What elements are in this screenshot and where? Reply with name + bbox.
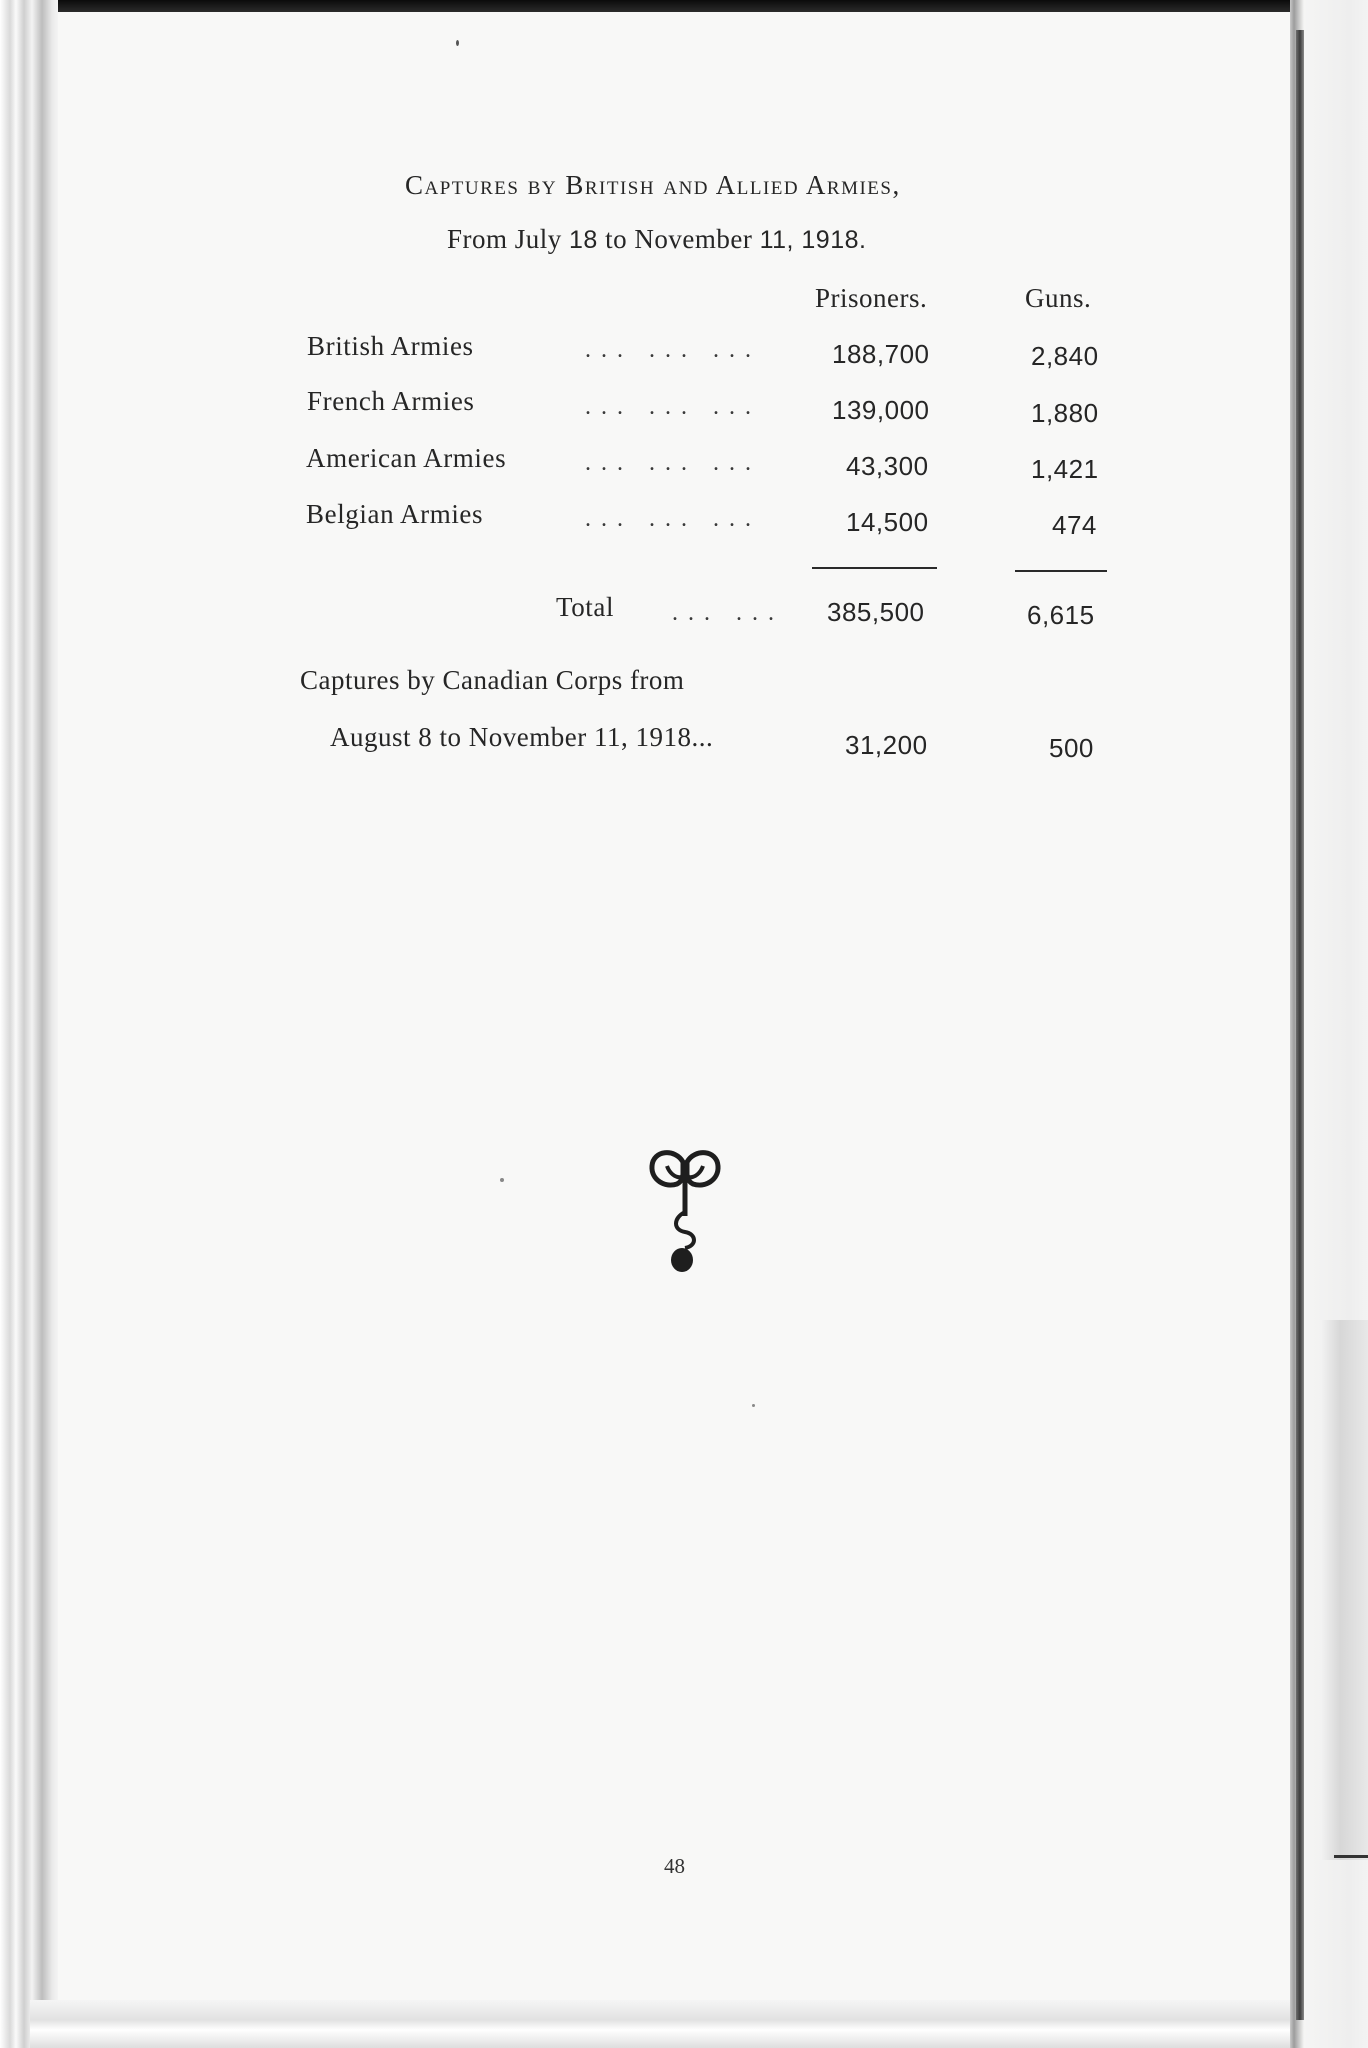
row-leader-dots: ... ... ... <box>585 337 761 363</box>
cell-guns-american: 1,421 <box>1031 454 1099 484</box>
scan-top-edge <box>0 0 1368 12</box>
canadian-note-line1: Captures by Canadian Corps from <box>300 665 685 695</box>
cell-guns-belgian: 474 <box>1052 510 1097 540</box>
paper-speck <box>752 1404 755 1407</box>
next-page-line <box>1334 1855 1368 1858</box>
cell-prisoners-belgian: 14,500 <box>846 507 929 537</box>
cell-guns-french: 1,880 <box>1031 398 1099 428</box>
paper-speck <box>500 1178 504 1182</box>
printers-ornament-icon <box>645 1148 725 1278</box>
total-rule-prisoners <box>812 567 937 569</box>
canadian-note-line2: August 8 to November 11, 1918... <box>330 722 714 752</box>
subtitle-mid: to November <box>597 224 760 254</box>
page-bottom-edge <box>30 2000 1300 2048</box>
cell-guns-total: 6,615 <box>1027 600 1095 630</box>
page-left-edges <box>0 0 58 2048</box>
page-number: 48 <box>664 1854 685 1878</box>
row-leader-dots: ... ... ... <box>585 450 761 476</box>
subtitle-day: 18 <box>569 226 598 254</box>
cell-guns-canadian: 500 <box>1049 733 1094 763</box>
row-leader-dots: ... ... ... <box>585 394 761 420</box>
table-title: Captures by British and Allied Armies, <box>405 170 901 200</box>
cell-prisoners-french: 139,000 <box>832 395 930 425</box>
cell-prisoners-canadian: 31,200 <box>845 730 928 760</box>
paper-speck <box>456 40 459 46</box>
subtitle-prefix: From July <box>447 224 570 254</box>
row-label-american: American Armies <box>306 443 507 473</box>
subtitle-end-date: 11, 1918. <box>759 226 867 254</box>
row-leader-dots: ... ... ... <box>585 506 761 532</box>
row-label-british: British Armies <box>307 331 474 361</box>
cell-prisoners-british: 188,700 <box>832 339 930 369</box>
row-label-french: French Armies <box>307 386 475 416</box>
column-header-guns: Guns. <box>1025 283 1092 313</box>
table-subtitle <box>447 226 866 253</box>
cell-guns-british: 2,840 <box>1031 341 1099 371</box>
cell-prisoners-american: 43,300 <box>846 451 929 481</box>
row-leader-dots: ... ... <box>672 600 784 626</box>
row-label-belgian: Belgian Armies <box>306 499 484 529</box>
binding-shadow <box>1296 30 1304 2020</box>
page-paper <box>58 12 1290 2032</box>
cell-prisoners-total: 385,500 <box>827 597 925 627</box>
next-page-shadow <box>1322 1320 1368 1860</box>
total-rule-guns <box>1015 570 1107 572</box>
row-label-total: Total <box>556 592 615 622</box>
column-header-prisoners: Prisoners. <box>815 283 928 313</box>
